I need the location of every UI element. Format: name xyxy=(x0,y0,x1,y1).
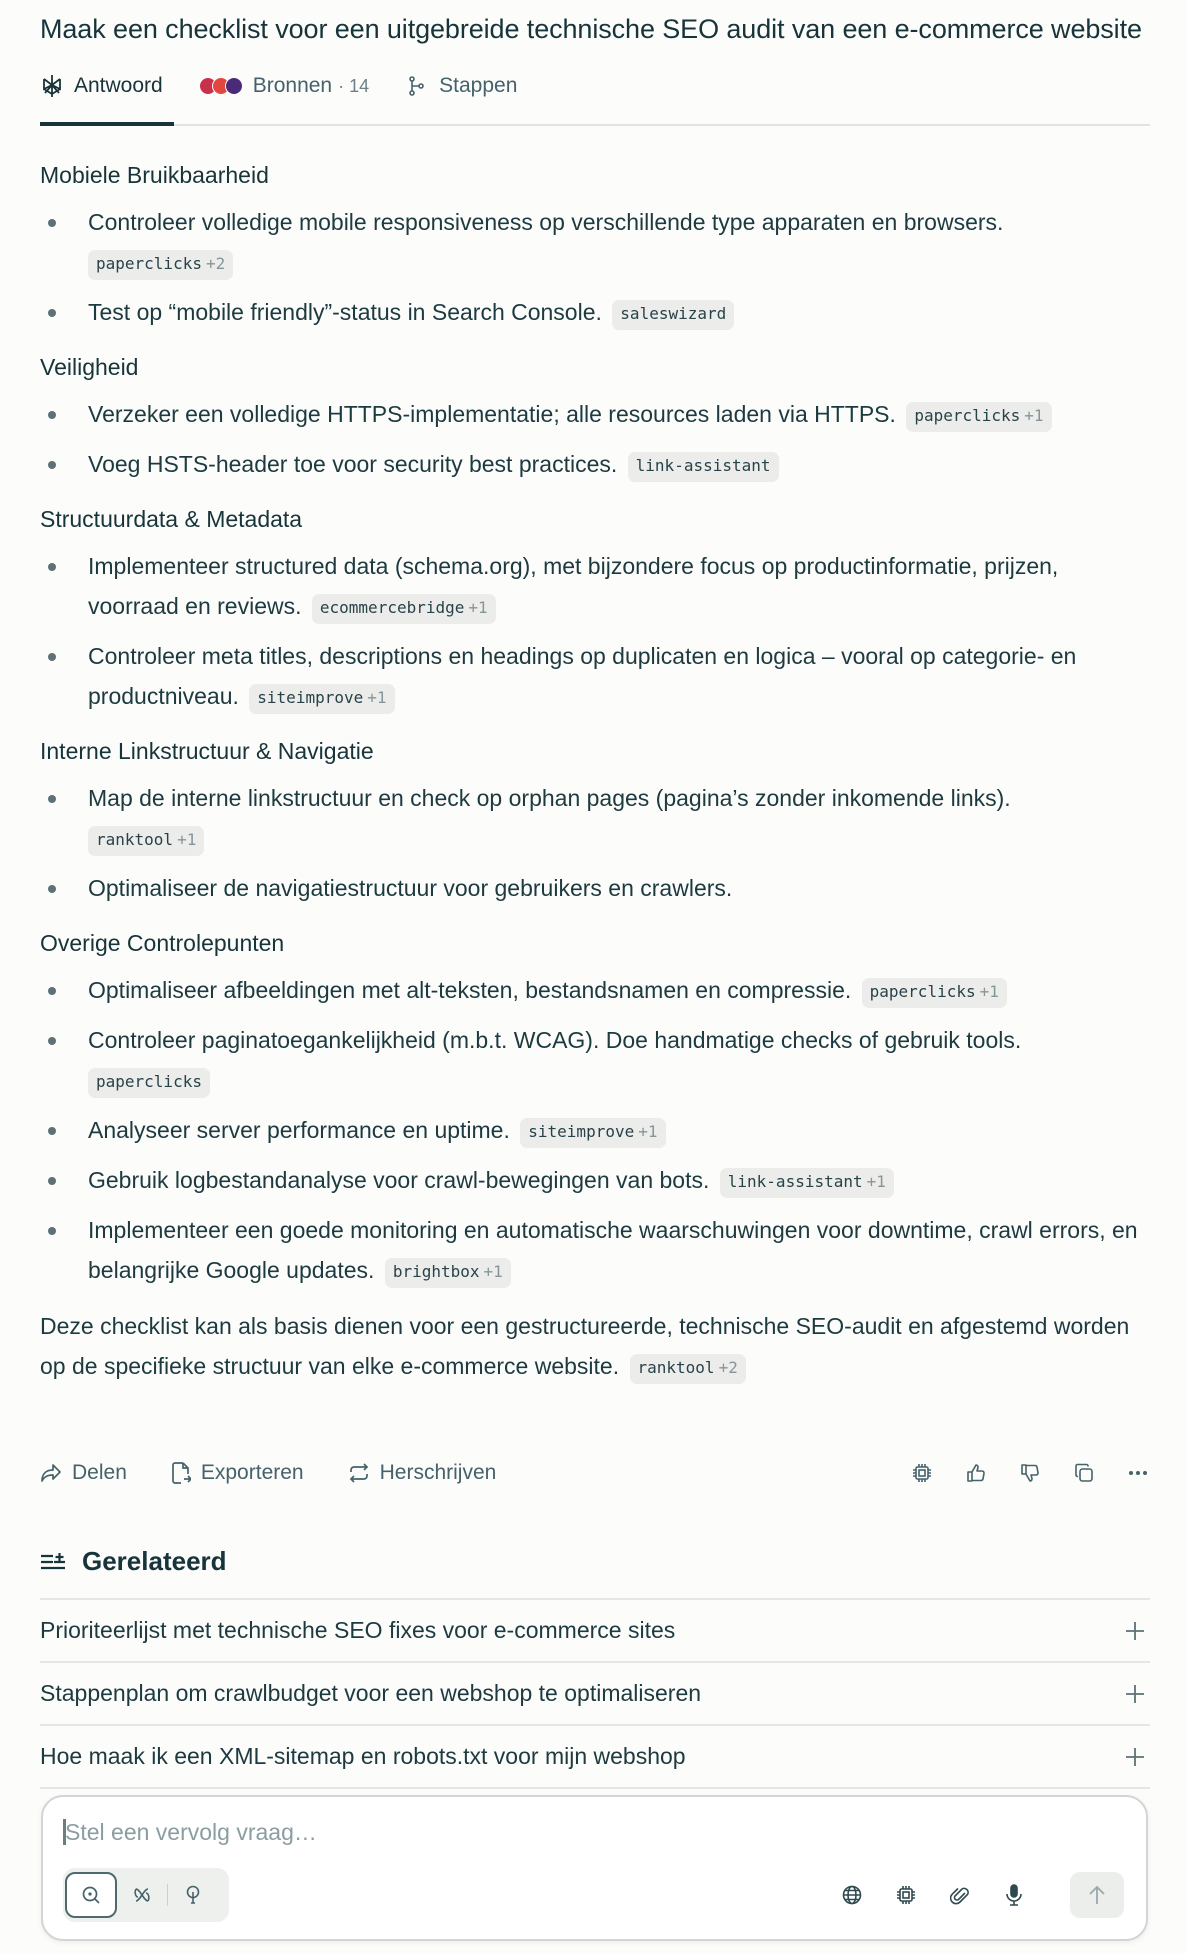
checklist-item-text: Controleer volledige mobile responsiveness op verschillende type apparaten en browsers. xyxy=(88,209,1004,235)
checklist-item xyxy=(40,868,1150,908)
answer-content xyxy=(40,156,1150,1386)
checklist-item-text: Gebruik logbestandanalyse voor crawl-bewegingen van bots. xyxy=(88,1167,710,1193)
related-item-label: Hoe maak ik een XML-sitemap en robots.txt voor mijn webshop xyxy=(40,1743,686,1769)
section-heading: Structuurdata & Metadata xyxy=(40,506,303,532)
citation-more-count: +1 xyxy=(638,1122,658,1141)
citation-more-count: +1 xyxy=(866,1172,886,1191)
citation-badge[interactable] xyxy=(249,684,394,714)
section-heading: Interne Linkstructuur & Navigatie xyxy=(40,738,374,764)
thumbs-up-icon[interactable] xyxy=(964,1461,988,1485)
tab-label: Stappen xyxy=(439,74,518,97)
answer-actions xyxy=(40,1455,1150,1491)
related-item[interactable] xyxy=(40,1598,1150,1661)
rewrite-icon xyxy=(348,1463,370,1483)
checklist-item-text: Test op “mobile friendly”-status in Search Console. xyxy=(88,299,602,325)
tab-stappen[interactable] xyxy=(405,68,517,104)
model-chip-icon[interactable] xyxy=(894,1883,918,1907)
globe-icon[interactable] xyxy=(840,1883,864,1907)
citation-badge[interactable] xyxy=(630,1354,746,1384)
plus-icon xyxy=(1124,1746,1146,1768)
citation-badge[interactable] xyxy=(88,250,233,280)
more-icon[interactable] xyxy=(1126,1461,1150,1485)
bullet-icon xyxy=(48,1127,56,1135)
citation-source: link-assistant xyxy=(635,456,771,475)
closing-paragraph xyxy=(40,1306,1150,1386)
citation-source: ranktool xyxy=(96,830,174,849)
related-item[interactable] xyxy=(40,1724,1150,1789)
section-heading: Veiligheid xyxy=(40,354,139,380)
related-item-label: Stappenplan om crawlbudget voor een webshop te optimaliseren xyxy=(40,1680,702,1706)
paperclip-icon[interactable] xyxy=(948,1883,972,1907)
related-item-label: Prioriteerlijst met technische SEO fixes voor e-commerce sites xyxy=(40,1617,676,1643)
checklist-item xyxy=(40,970,1150,1010)
share-icon xyxy=(40,1463,62,1483)
checklist-item xyxy=(40,1110,1150,1150)
citation-source: brightbox xyxy=(392,1262,480,1281)
bullet-icon xyxy=(48,1177,56,1185)
checklist-item xyxy=(40,1160,1150,1200)
bullet-icon xyxy=(48,219,56,227)
section-heading: Mobiele Bruikbaarheid xyxy=(40,162,269,188)
citation-source: ecommercebridge xyxy=(319,598,465,617)
citation-more-count: +1 xyxy=(468,598,488,617)
checklist-item-text: Verzeker een volledige HTTPS-implementatie; alle resources laden via HTTPS. xyxy=(88,401,896,427)
citation-source: paperclicks xyxy=(96,1072,202,1091)
checklist-item-text: Optimaliseer de navigatiestructuur voor gebruikers en crawlers. xyxy=(88,875,733,901)
export-button[interactable] xyxy=(171,1461,304,1485)
checklist-item-text: Optimaliseer afbeeldingen met alt-teksten, bestandsnamen en compressie. xyxy=(88,977,852,1003)
rewrite-button[interactable] xyxy=(348,1461,497,1485)
labs-mode-button[interactable] xyxy=(168,1872,218,1918)
checklist-item xyxy=(40,292,1150,332)
plus-icon xyxy=(1124,1683,1146,1705)
tab-label: Antwoord xyxy=(74,74,163,97)
checklist-item-text: Implementeer structured data (schema.org), met bijzondere focus op productinformatie, prijzen, voorraad en reviews. xyxy=(88,553,1059,619)
tab-divider xyxy=(40,124,1150,126)
bullet-icon xyxy=(48,461,56,469)
citation-source: saleswizard xyxy=(620,304,727,323)
checklist-item xyxy=(40,636,1150,716)
checklist-item xyxy=(40,778,1150,858)
citation-badge[interactable] xyxy=(720,1168,894,1198)
citation-badge[interactable] xyxy=(520,1118,665,1148)
citation-more-count: +1 xyxy=(979,982,999,1001)
research-icon xyxy=(132,1885,152,1905)
section-heading: Overige Controlepunten xyxy=(40,930,285,956)
microphone-icon[interactable] xyxy=(1002,1883,1026,1907)
citation-badge[interactable] xyxy=(88,1068,210,1098)
search-icon xyxy=(81,1885,101,1905)
checklist-item xyxy=(40,1210,1150,1290)
checklist-item-text: Analyseer server performance en uptime. xyxy=(88,1117,510,1143)
export-label: Exporteren xyxy=(200,1461,304,1484)
send-button[interactable] xyxy=(1070,1872,1124,1918)
tab-bar xyxy=(40,68,553,104)
checklist-item xyxy=(40,202,1150,282)
citation-source: siteimprove xyxy=(257,688,364,707)
citation-source: paperclicks xyxy=(96,254,202,273)
bullet-icon xyxy=(48,411,56,419)
citation-more-count: +2 xyxy=(718,1358,738,1377)
citation-badge[interactable] xyxy=(88,826,204,856)
share-button[interactable] xyxy=(40,1461,127,1485)
checklist-item-text: Map de interne linkstructuur en check op orphan pages (pagina’s zonder inkomende links). xyxy=(88,785,1011,811)
research-mode-button[interactable] xyxy=(117,1872,167,1918)
tab-antwoord[interactable] xyxy=(40,68,163,104)
page-title: Maak een checklist voor een uitgebreide technische SEO audit van een e-commerce website xyxy=(40,14,1142,44)
mode-switcher xyxy=(63,1868,229,1922)
citation-source: link-assistant xyxy=(727,1172,863,1191)
related-item[interactable] xyxy=(40,1661,1150,1724)
tab-bronnen[interactable] xyxy=(199,68,369,104)
checklist-item-text: Controleer paginatoegankelijkheid (m.b.t. WCAG). Doe handmatige checks of gebruik tools. xyxy=(88,1027,1022,1053)
citation-badge[interactable] xyxy=(862,978,1007,1008)
related-heading xyxy=(40,1546,227,1577)
citation-source: siteimprove xyxy=(528,1122,635,1141)
composer-tools xyxy=(840,1872,1124,1918)
bullet-icon xyxy=(48,309,56,317)
citation-badge[interactable] xyxy=(385,1258,511,1288)
model-chip-icon[interactable] xyxy=(910,1461,934,1485)
bullet-icon xyxy=(48,885,56,893)
citation-badge[interactable] xyxy=(906,402,1051,432)
checklist-item xyxy=(40,1020,1150,1100)
bullet-icon xyxy=(48,1037,56,1045)
answer-action-icons xyxy=(910,1461,1150,1485)
bullet-icon xyxy=(48,987,56,995)
checklist xyxy=(40,546,1150,716)
citation-badge[interactable] xyxy=(612,300,734,330)
checklist-item-text: Controleer meta titles, descriptions en headings op duplicaten en logica – vooral op categorie- en productniveau. xyxy=(88,643,1077,709)
copy-icon[interactable] xyxy=(1072,1461,1096,1485)
citation-more-count: +2 xyxy=(205,254,226,273)
checklist-item-text: Implementeer een goede monitoring en automatische waarschuwingen voor downtime, crawl errors, en belangrijke Google updates. xyxy=(88,1217,1138,1283)
closing-text: Deze checklist kan als basis dienen voor een gestructureerde, technische SEO-audit en afgestemd worden op de specifieke structuur van elke e-commerce website. xyxy=(40,1313,1130,1379)
follow-up-composer xyxy=(41,1795,1148,1941)
tab-label: Bronnen xyxy=(252,74,333,97)
checklist-item xyxy=(40,546,1150,626)
perplexity-logo-icon xyxy=(40,74,64,98)
citation-source: paperclicks xyxy=(869,982,976,1001)
source-favicons-icon xyxy=(199,77,243,95)
bullet-icon xyxy=(48,1227,56,1235)
rewrite-label: Herschrijven xyxy=(379,1461,497,1484)
favicon xyxy=(225,77,243,95)
search-mode-button[interactable] xyxy=(65,1872,117,1918)
steps-icon xyxy=(405,74,429,98)
citation-more-count: +1 xyxy=(1024,406,1044,425)
labs-icon xyxy=(184,1885,202,1905)
citation-source: ranktool xyxy=(637,1358,715,1377)
citation-badge[interactable] xyxy=(628,452,779,482)
related-list-icon xyxy=(40,1551,66,1573)
citation-badge[interactable] xyxy=(312,594,496,624)
bullet-icon xyxy=(48,653,56,661)
arrow-up-icon xyxy=(1088,1885,1106,1905)
related-heading-label: Gerelateerd xyxy=(82,1546,227,1576)
checklist xyxy=(40,394,1150,484)
checklist-item-text: Voeg HSTS-header toe voor security best practices. xyxy=(88,451,618,477)
plus-icon xyxy=(1124,1620,1146,1642)
checklist-item xyxy=(40,444,1150,484)
checklist-item xyxy=(40,394,1150,434)
bullet-icon xyxy=(48,795,56,803)
citation-more-count: +1 xyxy=(177,830,197,849)
sources-count: · 14 xyxy=(338,75,370,96)
active-tab-indicator xyxy=(40,122,174,126)
citation-more-count: +1 xyxy=(367,688,387,707)
citation-more-count: +1 xyxy=(483,1262,503,1281)
export-icon xyxy=(171,1462,191,1484)
checklist xyxy=(40,970,1150,1290)
bullet-icon xyxy=(48,563,56,571)
citation-source: paperclicks xyxy=(914,406,1021,425)
thumbs-down-icon[interactable] xyxy=(1018,1461,1042,1485)
follow-up-input[interactable] xyxy=(63,1811,1067,1853)
share-label: Delen xyxy=(72,1461,127,1484)
checklist xyxy=(40,778,1150,908)
checklist xyxy=(40,202,1150,332)
related-list xyxy=(40,1598,1150,1789)
